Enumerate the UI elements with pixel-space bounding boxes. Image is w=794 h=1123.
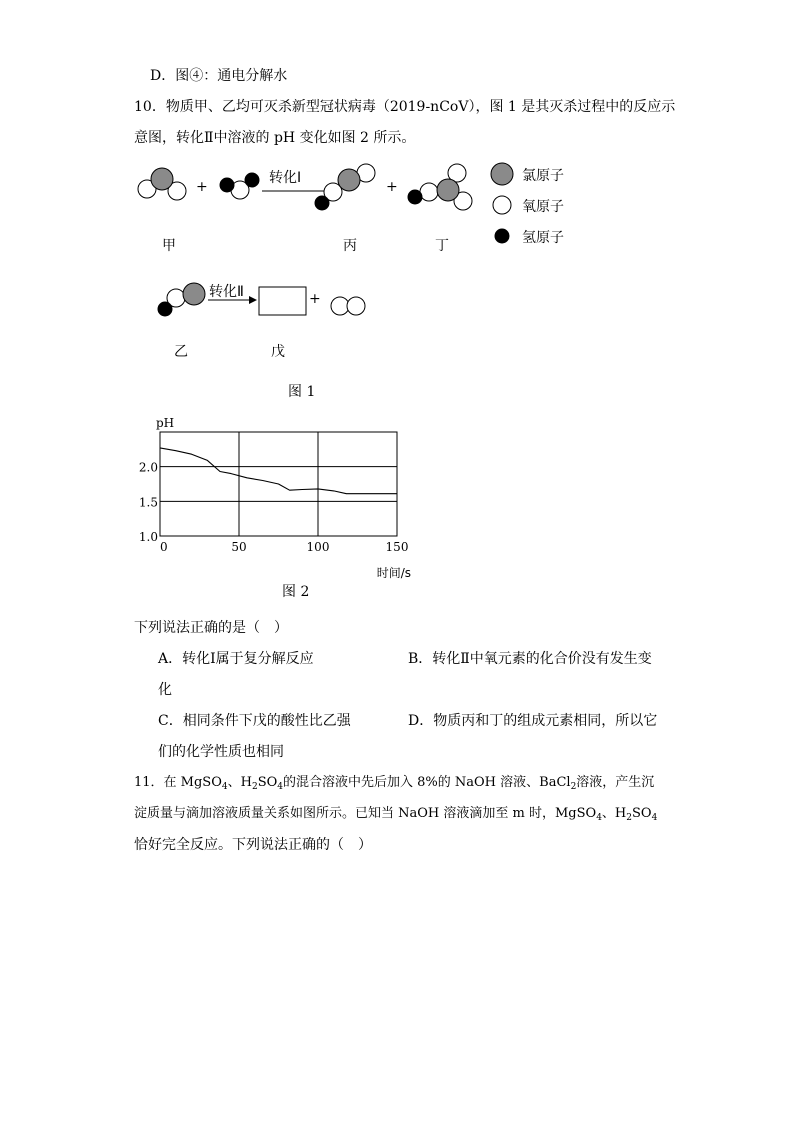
conv1-label: 转化Ⅰ <box>269 170 302 186</box>
conv2-label: 转化Ⅱ <box>209 284 244 300</box>
q9-option-d: D．图④：通电分解水 <box>150 68 288 84</box>
plus-sign-3: + <box>309 291 321 307</box>
name-jia: 甲 <box>162 238 176 254</box>
legend-o-label: 氧原子 <box>522 199 564 215</box>
legend-h-label: 氢原子 <box>522 230 564 246</box>
legend-h-atom-icon <box>495 229 509 243</box>
y-tick-label: 1.0 <box>138 530 158 544</box>
x-tick-label: 50 <box>231 540 247 554</box>
q10-option-c: C．相同条件下戊的酸性比乙强 <box>158 713 351 729</box>
x-tick-label: 0 <box>160 540 168 554</box>
q10-option-b: B．转化Ⅱ中氧元素的化合价没有发生变 <box>408 651 652 667</box>
molecule-ding <box>408 164 472 210</box>
q11-line2: 淀质量与滴加溶液质量关系如图所示。已知当 NaOH 溶液滴加至 m 时，MgSO$_4$、$H_2SO_4$ <box>134 806 658 823</box>
x-tick-label: 100 <box>306 540 330 554</box>
y-axis-label: pH <box>156 416 175 430</box>
q10-option-d: D．物质丙和丁的组成元素相同，所以它 <box>408 713 658 729</box>
name-wu: 戊 <box>271 344 285 360</box>
y-tick-label: 2.0 <box>138 460 158 475</box>
molecule-bing <box>315 164 375 210</box>
chart-frame <box>160 432 397 536</box>
plus-sign-1: + <box>196 179 208 195</box>
figure-2-caption: 图 2 <box>282 584 310 600</box>
plus-sign-2: + <box>386 179 398 195</box>
molecule-yi <box>158 283 205 316</box>
x-axis-label: 时间/s <box>376 566 411 580</box>
q11-line3: 恰好完全反应。下列说法正确的（ ） <box>134 837 372 853</box>
q10-stem-line2: 意图，转化Ⅱ中溶液的 pH 变化如图 2 所示。 <box>134 130 416 146</box>
y-tick-label: 1.5 <box>138 495 158 510</box>
figure-1-caption: 图 1 <box>288 384 316 400</box>
x-tick-label: 150 <box>385 540 409 554</box>
ph-curve <box>160 448 397 494</box>
figure-1-diagram <box>0 0 794 420</box>
q10-option-d-cont: 们的化学性质也相同 <box>158 744 284 760</box>
q10-option-b-cont: 化 <box>158 682 172 698</box>
legend-cl-label: 氯原子 <box>522 168 564 184</box>
name-bing: 丙 <box>343 238 357 254</box>
product-wu-box <box>259 287 306 315</box>
molecule-reactant2 <box>220 173 259 199</box>
molecule-jia <box>138 168 186 200</box>
q10-option-a: A．转化Ⅰ属于复分解反应 <box>158 651 314 667</box>
q10-stem-line1: 10．物质甲、乙均可灭杀新型冠状病毒（2019-nCoV），图 1 是其灭杀过程中的反应示 <box>134 99 676 115</box>
name-yi: 乙 <box>174 344 188 360</box>
q11-line1: 11．在 MgSO$_4$、$H_2SO_4$的混合溶液中先后加入 8%的 NaOH 溶液、BaCl$_2$溶液，产生沉 <box>134 775 655 792</box>
name-ding: 丁 <box>435 238 449 254</box>
q10-question: 下列说法正确的是（ ） <box>134 620 288 636</box>
molecule-oxygen <box>331 297 365 315</box>
legend-cl-atom-icon <box>491 163 513 185</box>
legend-o-atom-icon <box>493 196 511 214</box>
